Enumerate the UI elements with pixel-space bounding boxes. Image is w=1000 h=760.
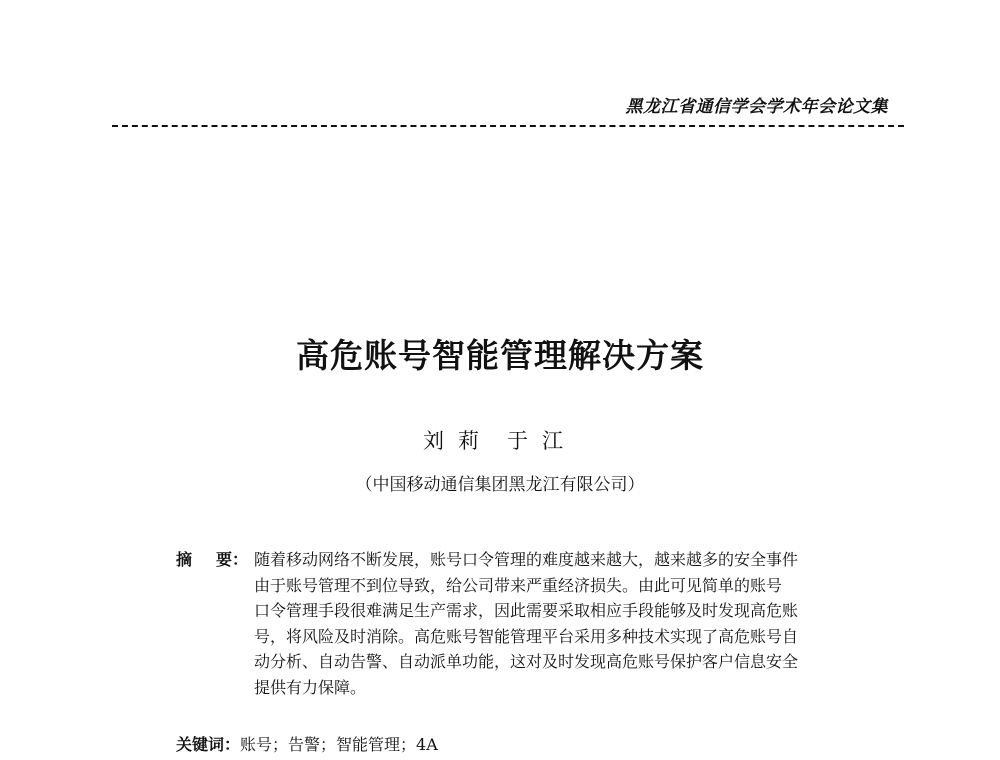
keywords xyxy=(176,732,438,755)
authors xyxy=(0,425,1000,455)
running-head: 黑龙江省通信学会学术年会论文集 xyxy=(625,97,888,117)
affiliation: （中国移动通信集团黑龙江有限公司） xyxy=(355,475,645,495)
abstract-line: 号，将风险及时消除。高危账号智能管理平台采用多种技术实现了高危账号自 xyxy=(254,626,799,646)
abstract-line: 随着移动网络不断发展，账号口令管理的难度越来越大，越来越多的安全事件 xyxy=(254,550,799,569)
paper-title: 高危账号智能管理解决方案 xyxy=(296,336,704,375)
keywords-label: 关键词： xyxy=(176,735,241,754)
abstract-line: 口令管理手段很难满足生产需求，因此需要采取相应手段能够及时发现高危账 xyxy=(254,601,799,620)
author-name: 于江 xyxy=(507,429,577,453)
header-rule xyxy=(112,125,904,127)
abstract-line: 由于账号管理不到位导致，给公司带来严重经济损失。由此可见简单的账号 xyxy=(254,575,783,595)
keywords-values: 账号；告警；智能管理；4A xyxy=(240,735,438,754)
abstract-label: 摘 要： xyxy=(176,550,249,569)
author-name: 刘莉 xyxy=(423,429,493,453)
abstract-line: 提供有力保障。 xyxy=(254,677,367,697)
abstract-line: 动分析、自动告警、自动派单功能，这对及时发现高危账号保护客户信息安全 xyxy=(254,652,799,671)
abstract-body xyxy=(254,547,874,700)
